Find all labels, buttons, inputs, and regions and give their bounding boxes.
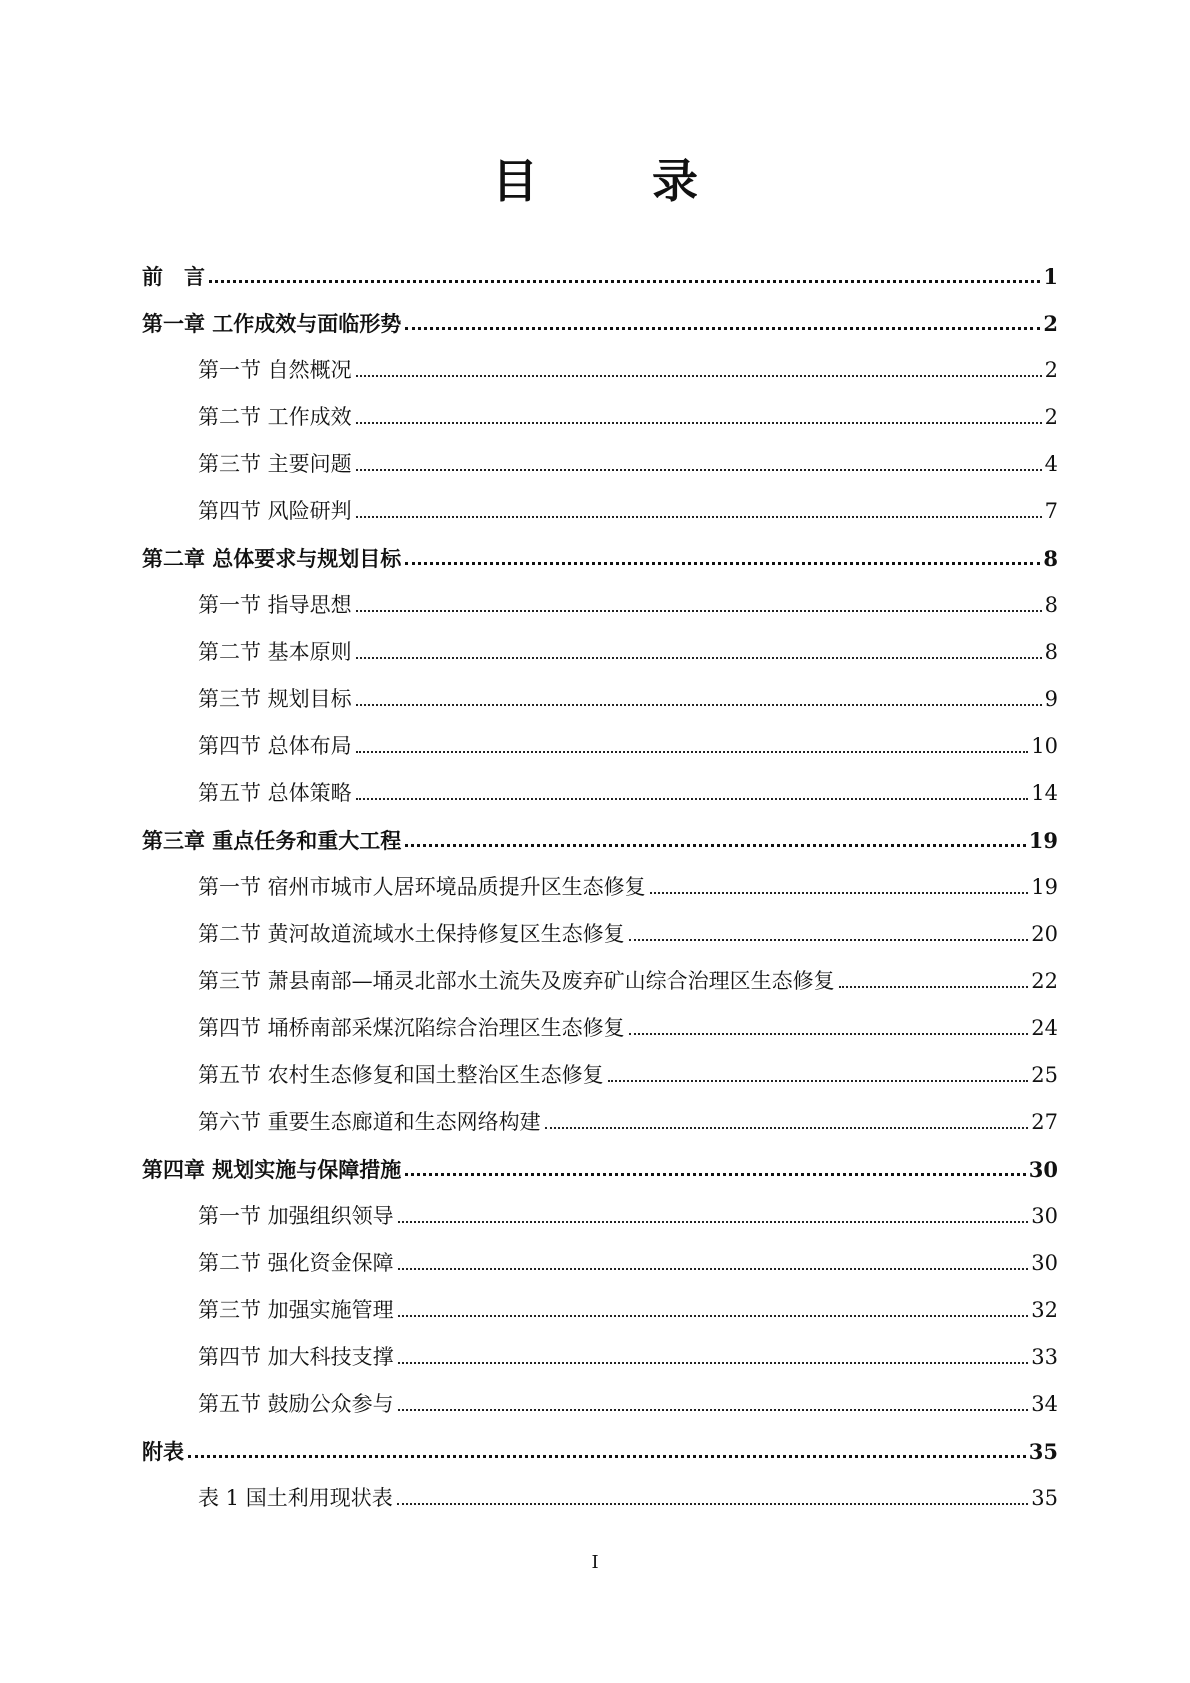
toc-page-number: 19 (1031, 875, 1058, 899)
toc-page-number: 8 (1043, 546, 1058, 571)
toc-dot-leader (356, 704, 1042, 706)
toc-page-number: 9 (1044, 687, 1058, 711)
toc-entry-section[interactable] (142, 757, 1058, 804)
toc-dot-leader (188, 1455, 1026, 1458)
toc-dot-leader (405, 844, 1025, 847)
toc-entry-section[interactable] (142, 1086, 1058, 1133)
toc-entry-section[interactable] (142, 1039, 1058, 1086)
toc-entry-label: 第二节 强化资金保障 (198, 1251, 394, 1275)
toc-dot-leader (209, 280, 1040, 283)
toc-entry-label: 第三节 主要问题 (198, 452, 352, 476)
toc-page-number: 22 (1031, 969, 1058, 993)
toc-entry-label: 表 1 国土利用现状表 (198, 1486, 393, 1510)
toc-dot-leader (405, 562, 1040, 565)
toc-dot-leader (405, 327, 1040, 330)
toc-page-number: 32 (1031, 1298, 1058, 1322)
toc-dot-leader (398, 1362, 1029, 1364)
toc-entry-label: 第一节 指导思想 (198, 593, 352, 617)
toc-entry-section[interactable] (142, 851, 1058, 898)
toc-dot-leader (397, 1503, 1029, 1505)
toc-entry-label: 第三节 加强实施管理 (198, 1298, 394, 1322)
toc-page-number: 2 (1043, 311, 1058, 336)
toc-dot-leader (650, 892, 1029, 894)
toc-entry-label: 第五节 总体策略 (198, 781, 352, 805)
toc-page-number: 1 (1043, 264, 1058, 289)
toc-entry-chapter-1[interactable] (142, 287, 1058, 334)
toc-dot-leader (629, 1033, 1029, 1035)
toc-entry-section[interactable] (142, 475, 1058, 522)
toc-entry-chapter-4[interactable] (142, 1133, 1058, 1180)
toc-page-number: 30 (1031, 1251, 1058, 1275)
toc-entry-label: 第三章 重点任务和重大工程 (142, 828, 402, 853)
toc-entry-label: 第一节 自然概况 (198, 358, 352, 382)
table-of-contents (142, 240, 1058, 1509)
toc-entry-section[interactable] (142, 945, 1058, 992)
toc-dot-leader (398, 1315, 1029, 1317)
toc-dot-leader (629, 939, 1029, 941)
toc-entry-label: 第二章 总体要求与规划目标 (142, 546, 402, 571)
toc-page-number: 30 (1031, 1204, 1058, 1228)
toc-entry-chapter-2[interactable] (142, 522, 1058, 569)
toc-entry-section[interactable] (142, 381, 1058, 428)
toc-page-number: 14 (1031, 781, 1058, 805)
toc-entry-section[interactable] (142, 663, 1058, 710)
toc-entry-label: 前 言 (142, 264, 205, 289)
toc-page-number: 33 (1031, 1345, 1058, 1369)
toc-entry-section[interactable] (142, 1368, 1058, 1415)
toc-dot-leader (356, 657, 1042, 659)
toc-entry-label: 第五节 农村生态修复和国土整治区生态修复 (198, 1063, 604, 1087)
toc-entry-label: 第六节 重要生态廊道和生态网络构建 (198, 1110, 541, 1134)
toc-page-number: 19 (1028, 828, 1058, 853)
toc-entry-section[interactable] (142, 616, 1058, 663)
toc-entry-label: 第二节 黄河故道流域水土保持修复区生态修复 (198, 922, 625, 946)
toc-entry-label: 第四章 规划实施与保障措施 (142, 1157, 402, 1182)
toc-entry-section[interactable] (142, 710, 1058, 757)
toc-page-number: 27 (1031, 1110, 1058, 1134)
toc-entry-label: 第三节 萧县南部—埇灵北部水土流失及废弃矿山综合治理区生态修复 (198, 969, 835, 993)
toc-entry-section[interactable] (142, 1227, 1058, 1274)
toc-dot-leader (356, 751, 1029, 753)
toc-entry-label: 第五节 鼓励公众参与 (198, 1392, 394, 1416)
toc-entry-label: 第一节 宿州市城市人居环境品质提升区生态修复 (198, 875, 646, 899)
toc-page-number: 10 (1031, 734, 1058, 758)
toc-entry-section[interactable] (142, 1180, 1058, 1227)
toc-entry-section[interactable] (142, 992, 1058, 1039)
toc-dot-leader (608, 1080, 1029, 1082)
toc-entry-section[interactable] (142, 1321, 1058, 1368)
toc-page-number: 35 (1031, 1486, 1058, 1510)
toc-entry-label: 第二节 基本原则 (198, 640, 352, 664)
toc-entry-label: 第二节 工作成效 (198, 405, 352, 429)
toc-dot-leader (398, 1409, 1029, 1411)
toc-dot-leader (545, 1127, 1029, 1129)
toc-page-number: 20 (1031, 922, 1058, 946)
toc-dot-leader (839, 986, 1029, 988)
toc-entry-label: 第四节 加大科技支撑 (198, 1345, 394, 1369)
toc-entry-label: 第四节 埇桥南部采煤沉陷综合治理区生态修复 (198, 1016, 625, 1040)
toc-entry-section[interactable] (142, 898, 1058, 945)
toc-page-number: 8 (1044, 640, 1058, 664)
toc-entry-appendix[interactable] (142, 1415, 1058, 1462)
toc-entry-label: 第一节 加强组织领导 (198, 1204, 394, 1228)
page-footer-number: I (591, 1552, 599, 1573)
toc-page-number: 2 (1044, 405, 1058, 429)
toc-page-number: 7 (1044, 499, 1058, 523)
toc-dot-leader (405, 1173, 1025, 1176)
toc-page-number: 8 (1044, 593, 1058, 617)
toc-page-number: 30 (1028, 1157, 1058, 1182)
toc-entry-section[interactable] (142, 428, 1058, 475)
toc-entry-section[interactable] (142, 569, 1058, 616)
toc-entry-section[interactable] (142, 334, 1058, 381)
toc-entry-section[interactable] (142, 1462, 1058, 1509)
toc-entry-section[interactable] (142, 1274, 1058, 1321)
toc-entry-label: 第一章 工作成效与面临形势 (142, 311, 402, 336)
toc-entry-label: 第三节 规划目标 (198, 687, 352, 711)
toc-entry-chapter-3[interactable] (142, 804, 1058, 851)
toc-entry-label: 附表 (142, 1439, 184, 1464)
toc-entry-label: 第四节 风险研判 (198, 499, 352, 523)
toc-page-number: 2 (1044, 358, 1058, 382)
toc-page-number: 35 (1028, 1439, 1058, 1464)
toc-page-number: 4 (1044, 452, 1058, 476)
toc-dot-leader (356, 798, 1029, 800)
toc-dot-leader (356, 516, 1042, 518)
toc-entry-preface[interactable] (142, 240, 1058, 287)
toc-dot-leader (356, 469, 1042, 471)
toc-page-number: 24 (1031, 1016, 1058, 1040)
toc-dot-leader (356, 422, 1042, 424)
toc-entry-label: 第四节 总体布局 (198, 734, 352, 758)
toc-dot-leader (398, 1221, 1029, 1223)
toc-page-number: 34 (1031, 1392, 1058, 1416)
toc-page-number: 25 (1031, 1063, 1058, 1087)
toc-dot-leader (356, 375, 1042, 377)
toc-dot-leader (398, 1268, 1029, 1270)
toc-dot-leader (356, 610, 1042, 612)
page-title: 目 录 (492, 154, 732, 208)
